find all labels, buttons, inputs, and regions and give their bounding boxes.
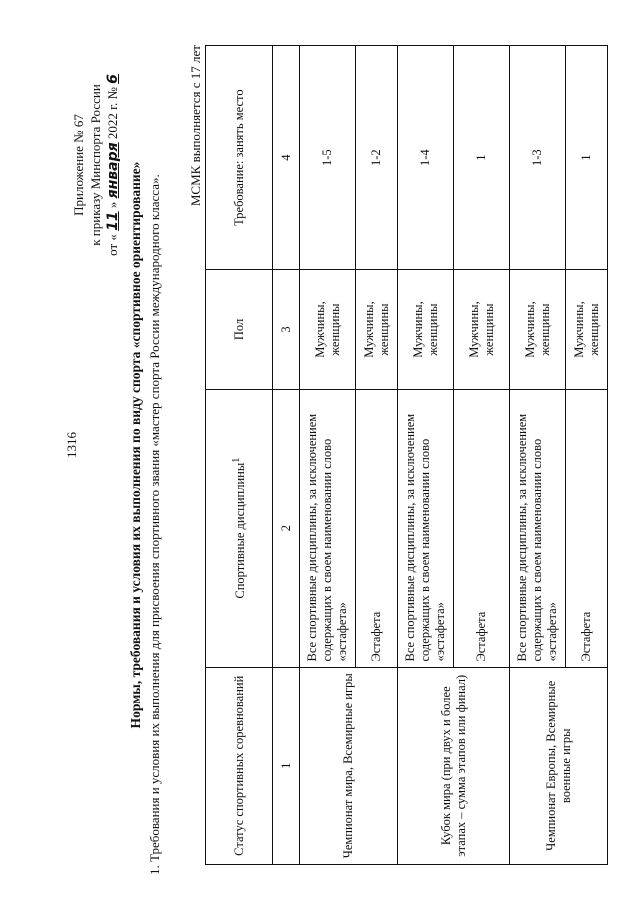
discipline-cell: Эстафета: [454, 389, 510, 667]
column-number: 4: [273, 46, 300, 270]
place-cell: 1-4: [398, 46, 454, 270]
header-disciplines-label: Спортивные дисциплины: [233, 462, 248, 599]
discipline-cell: Эстафета: [566, 389, 608, 667]
discipline-cell: Все спортивные дисциплины, за исключением содержащих в своем наименовании слово «эстафета»: [510, 389, 566, 667]
header-sex: Пол: [206, 270, 273, 389]
column-number: 2: [273, 389, 300, 667]
header-status: Статус спортивных соревнований: [206, 667, 273, 864]
column-number: 3: [273, 270, 300, 389]
appendix-order-ref: к приказу Минспорта России: [88, 84, 103, 246]
status-cell: Чемпионат мира, Всемирные игры: [300, 667, 398, 864]
header-requirement: Требование: занять место: [206, 46, 273, 270]
requirements-table: [205, 45, 608, 865]
table-row: [510, 46, 566, 865]
year-suffix: г. №: [105, 87, 120, 110]
column-number-row: [273, 46, 300, 865]
discipline-cell: Все спортивные дисциплины, за исключением содержащих в своем наименовании слово «эстафета»: [398, 389, 454, 667]
sex-cell: Мужчины, женщины: [356, 270, 398, 389]
footnote-mark: 1: [231, 457, 243, 463]
sex-cell: Мужчины, женщины: [454, 270, 510, 389]
appendix-number: Приложение № 67: [71, 114, 86, 216]
status-cell: Чемпионат Европы, Всемирные военные игры: [510, 667, 608, 864]
mcmk-note: МСМК выполняется с 17 лет: [188, 45, 203, 207]
place-cell: 1: [566, 46, 608, 270]
document-title: Нормы, требования и условия их выполнения по виду спорта «спортивное ориентирование»: [128, 161, 143, 729]
column-number: 1: [273, 667, 300, 864]
handwritten-day: 11: [105, 211, 121, 231]
discipline-cell: Эстафета: [356, 389, 398, 667]
place-cell: 1-3: [510, 46, 566, 270]
sex-cell: Мужчины, женщины: [566, 270, 608, 389]
date-prefix: от «: [105, 234, 120, 256]
date-year: 2022: [105, 113, 120, 140]
appendix-date-line: [104, 45, 122, 285]
table-row: [398, 46, 454, 865]
appendix-header: [70, 45, 122, 285]
header-disciplines: [206, 389, 273, 667]
date-mid: »: [105, 201, 120, 209]
place-cell: 1-2: [356, 46, 398, 270]
table-row: [300, 46, 356, 865]
table-header-row: [206, 46, 273, 865]
status-cell: Кубок мира (при двух и более этапах – сумма этапов или финал): [398, 667, 510, 864]
handwritten-order-number: 6: [105, 74, 121, 84]
sex-cell: Мужчины, женщины: [510, 270, 566, 389]
page-number: 1316: [64, 432, 79, 458]
sex-cell: Мужчины, женщины: [300, 270, 356, 389]
discipline-cell: Все спортивные дисциплины, за исключением содержащих в своем наименовании слово «эстафета»: [300, 389, 356, 667]
handwritten-month: января: [105, 142, 121, 199]
sex-cell: Мужчины, женщины: [398, 270, 454, 389]
place-cell: 1-5: [300, 46, 356, 270]
place-cell: 1: [454, 46, 510, 270]
section-paragraph: 1. Требования и условия их выполнения для присвоения спортивного звания «мастер спорта России международного класса».: [147, 174, 162, 875]
